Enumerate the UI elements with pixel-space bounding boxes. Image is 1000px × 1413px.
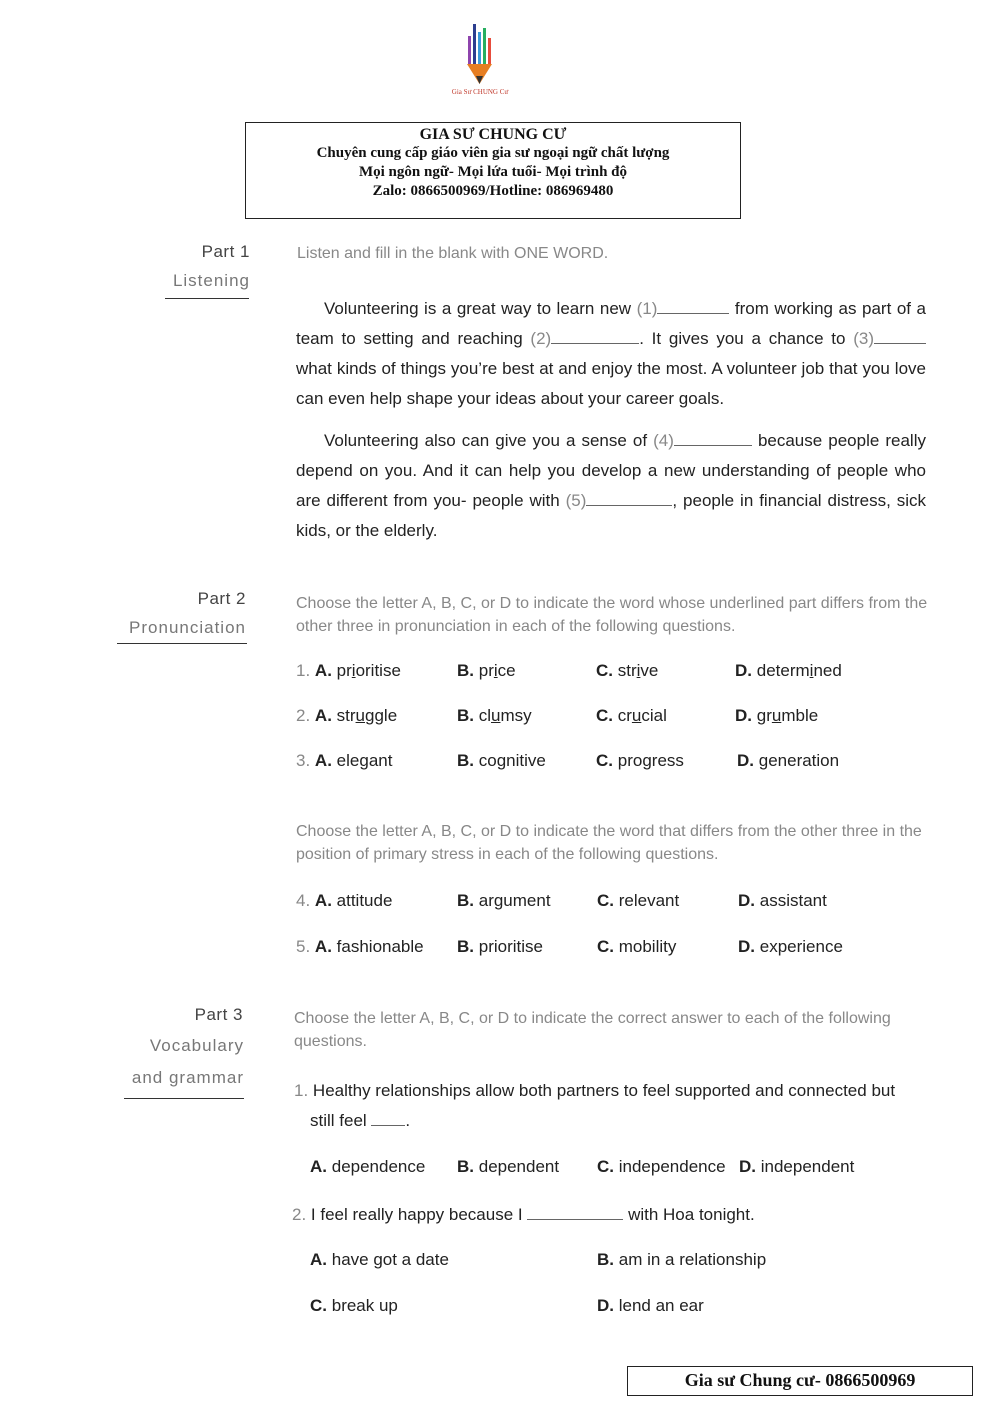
part1-rule [165, 298, 249, 299]
part2-instruction-2: Choose the letter A, B, C, or D to indicate the word that differs from the other three in the position of primary stress in each of the following questions. [296, 823, 922, 863]
part2-instruction-1: Choose the letter A, B, C, or D to indicate the word whose underlined part differs from the other three in pronunciation in each of the following questions. [296, 595, 928, 635]
part2-sub: Pronunciation [129, 618, 246, 637]
header-box [245, 122, 741, 219]
option-c[interactable]: C. break up [310, 1296, 398, 1315]
blank-number-4: (4) [653, 431, 674, 450]
header-line-3: Zalo: 0866500969/Hotline: 086969480 [372, 183, 614, 199]
option-c[interactable]: C. independence [597, 1157, 726, 1176]
blank-5[interactable] [586, 489, 672, 506]
blank-number-1: (1) [636, 299, 658, 318]
header-title: GIA SƯ CHUNG CƯ [419, 126, 567, 143]
option-a[interactable]: A. dependence [310, 1157, 426, 1176]
part1-label: Part 1 [201, 242, 250, 261]
blank-3[interactable] [874, 327, 926, 344]
part1-instruction: Listen and fill in the blank with ONE WORD. [297, 245, 609, 262]
blank-4[interactable] [674, 429, 752, 446]
logo-icon [445, 18, 515, 98]
blank-number-3: (3) [853, 329, 874, 348]
part1-paragraph-1: Volunteering is a great way to learn new (1) from working as part of a team to setting and reaching (2) . It gives you a chance to (3) what kinds of things you’re best at and enjoy the most. A volunteer job that you love can even help shape your ideas about your career goals. [296, 299, 926, 408]
header-line-2: Mọi ngôn ngữ- Mọi lứa tuổi- Mọi trình độ [358, 164, 627, 180]
vocab-question-2-options-row-1 [0, 1250, 1000, 1274]
vocab-blank-2[interactable] [527, 1203, 623, 1220]
part2-rule [117, 643, 247, 644]
stress-question-5: 5. A. fashionable B. prioritise C. mobility D. experience [296, 937, 843, 956]
part3-label: Part 3 [194, 1005, 243, 1024]
option-d[interactable]: D. independent [739, 1157, 855, 1176]
vocab-question-2: 2. I feel really happy because I with Hoa tonight. [292, 1205, 755, 1224]
vocab-blank-1[interactable] [371, 1109, 405, 1126]
blank-2[interactable] [551, 327, 639, 344]
part3-sub-2: and grammar [131, 1068, 244, 1087]
footer-box: Gia sư Chung cư- 0866500969 [627, 1366, 973, 1396]
part2-label: Part 2 [197, 589, 246, 608]
blank-number-5: (5) [565, 491, 587, 510]
option-b[interactable]: B. dependent [457, 1157, 560, 1176]
vocab-question-2-options-row-2 [0, 1296, 1000, 1320]
part1-passage [296, 294, 926, 558]
option-d[interactable]: D. lend an ear [597, 1296, 704, 1315]
logo-caption: Gia Sư CHUNG Cư [451, 88, 509, 96]
header-line-1: Chuyên cung cấp giáo viên gia sư ngoại ngữ chất lượng [316, 145, 670, 161]
part1-paragraph-2: Volunteering also can give you a sense of (4) because people really depend on you. And it can help you develop a new understanding of people who are different from you- people with (5) , people in financial distress, sick kids, or the elderly. [296, 431, 926, 540]
part3-rule [124, 1098, 244, 1099]
part1-sub: Listening [172, 271, 250, 290]
blank-number-2: (2) [530, 329, 552, 348]
part3-sub-1: Vocabulary [149, 1036, 244, 1055]
pronunciation-question-2: 2. A. struggle B. clumsy C. crucial D. grumble [296, 706, 819, 725]
pronunciation-question-1: 1. A. prioritise B. price C. strive D. determined [296, 661, 842, 680]
vocab-question-1: 1. Healthy relationships allow both partners to feel supported and connected but still feel . [294, 1081, 896, 1130]
vocab-question-1-options [0, 1157, 1000, 1181]
stress-question-4: 4. A. attitude B. argument C. relevant D. assistant [296, 891, 827, 910]
blank-1[interactable] [657, 297, 729, 314]
option-b[interactable]: B. am in a relationship [597, 1250, 767, 1269]
option-a[interactable]: A. have got a date [310, 1250, 449, 1269]
part3-instruction: Choose the letter A, B, C, or D to indicate the correct answer to each of the following questions. [294, 1010, 891, 1050]
pronunciation-question-3: 3. A. elegant B. cognitive C. progress D. generation [296, 751, 840, 770]
